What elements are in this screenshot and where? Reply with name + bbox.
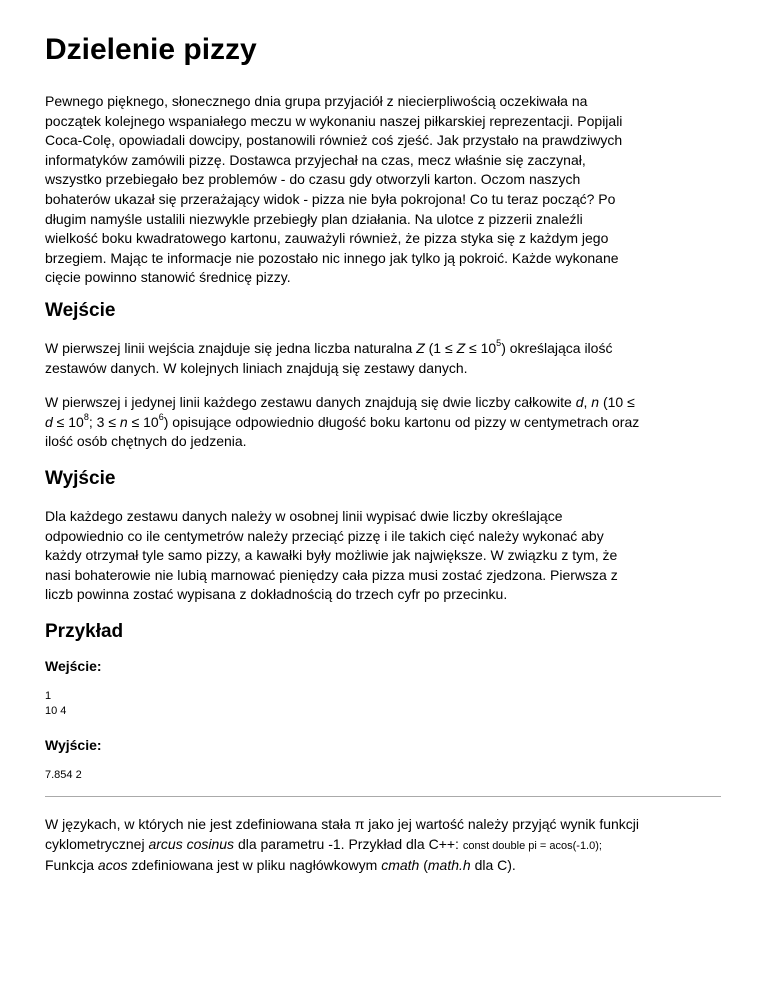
section-divider xyxy=(45,796,721,797)
example-heading: Przykład xyxy=(45,621,124,642)
intro-line: początek kolejnego wspaniałego meczu w wykonaniu naszej piłkarskiej reprezentacji. Popijali xyxy=(45,112,623,129)
intro-line: Coca-Colę, opowiadali dowcipy, postanowili również coś zjeść. Jak przystało na prawdziwych xyxy=(45,132,623,149)
example-output-line: 7.854 2 xyxy=(45,769,82,781)
intro-line: wielkość boku kwadratowego kartonu, zauważyli również, że pizza styka się z każdym jego xyxy=(45,230,609,247)
intro-line: cięcie powinno stanowić średnicę pizzy. xyxy=(45,269,291,286)
input-p2-line-1: W pierwszej i jedynej linii każdego zestawu danych znajdują się dwie liczby całkowite d, n (10 ≤ xyxy=(45,394,635,410)
note-line-2: cyklometrycznej arcus cosinus dla parametru -1. Przykład dla C++: const double pi = acos(-1.0); xyxy=(45,835,602,852)
input-p2-line-2: $d \le 10^8$; $3 \le n \le 10^6$) opisujące odpowiednio długość boku kartonu od pizzy w centymetrach oraz xyxy=(45,411,640,430)
note-line-3: Funkcja acos zdefiniowana jest w pliku nagłówkowym cmath (math.h dla C). xyxy=(45,857,516,874)
example-input-line: 1 xyxy=(45,690,52,702)
output-line: Dla każdego zestawu danych należy w osobnej linii wypisać dwie liczby określające xyxy=(45,508,563,524)
intro-line: brzegiem. Mając te informacje nie pozostało nic innego jak tylko ją pokroić. Każde wykonane xyxy=(45,249,619,266)
output-line: odpowiednio co ile centymetrów należy przeciąć pizzę i ile takich cięć należy wykonać aby xyxy=(45,527,604,544)
output-line: każdy otrzymał tyle samo pizzy, a kawałki były możliwie jak największe. W związku z tym, że xyxy=(45,547,618,564)
input-p1-line-2: zestawów danych. W kolejnych liniach znajdują się zestawy danych. xyxy=(45,359,468,376)
input-p1-line-1: W pierwszej linii wejścia znajduje się jedna liczba naturalna Z $(1 \le Z \le 10^5)$ określająca ilość xyxy=(45,338,613,356)
input-paragraph-2 xyxy=(45,393,725,452)
input-paragraph-1 xyxy=(45,339,725,378)
output-heading: Wyjście xyxy=(45,468,116,489)
example-input-block xyxy=(45,689,66,719)
input-heading: Wejście xyxy=(45,300,116,321)
intro-line: informatyków zamówili pizzę. Dostawca przyjechał na czas, mecz właśnie się zaczynał, xyxy=(45,151,586,168)
example-input-label: Wejście: xyxy=(45,658,102,674)
intro-line: bohaterów ukazał się przerażający widok - pizza nie była pokrojona! Co tu teraz począć? Po xyxy=(45,190,616,207)
example-output-label: Wyjście: xyxy=(45,737,102,753)
output-paragraph xyxy=(45,507,725,605)
inline-code: const double pi = acos(-1.0); xyxy=(462,839,602,852)
output-line: nasi bohaterowie nie lubią marnować pieniędzy cała pizza musi zostać zjedzona. Pierwsza z xyxy=(45,566,618,583)
intro-paragraph xyxy=(45,92,725,288)
input-p2-line-3: ilość osób chętnych do jedzenia. xyxy=(45,433,247,450)
example-output-block xyxy=(45,768,82,783)
intro-line: Pewnego pięknego, słonecznego dnia grupa przyjaciół z niecierpliwością oczekiwała na xyxy=(45,93,588,109)
note-paragraph xyxy=(45,815,725,876)
intro-line: długim namyśle ustalili niezwykle przebiegły plan działania. Na ulotce z pizzerii znaleźli xyxy=(45,210,583,227)
note-line-1: W językach, w których nie jest zdefiniowana stała π jako jej wartość należy przyjąć wynik funkcji xyxy=(45,816,640,832)
example-input-line: 10 4 xyxy=(45,705,67,717)
output-line: liczb powinna zostać wypisana z dokładnością do trzech cyfr po przecinku. xyxy=(45,586,508,603)
intro-line: wszystko przebiegało bez problemów - do czasu gdy otworzyli karton. Oczom naszych xyxy=(45,171,581,188)
page-title: Dzielenie pizzy xyxy=(45,33,257,66)
